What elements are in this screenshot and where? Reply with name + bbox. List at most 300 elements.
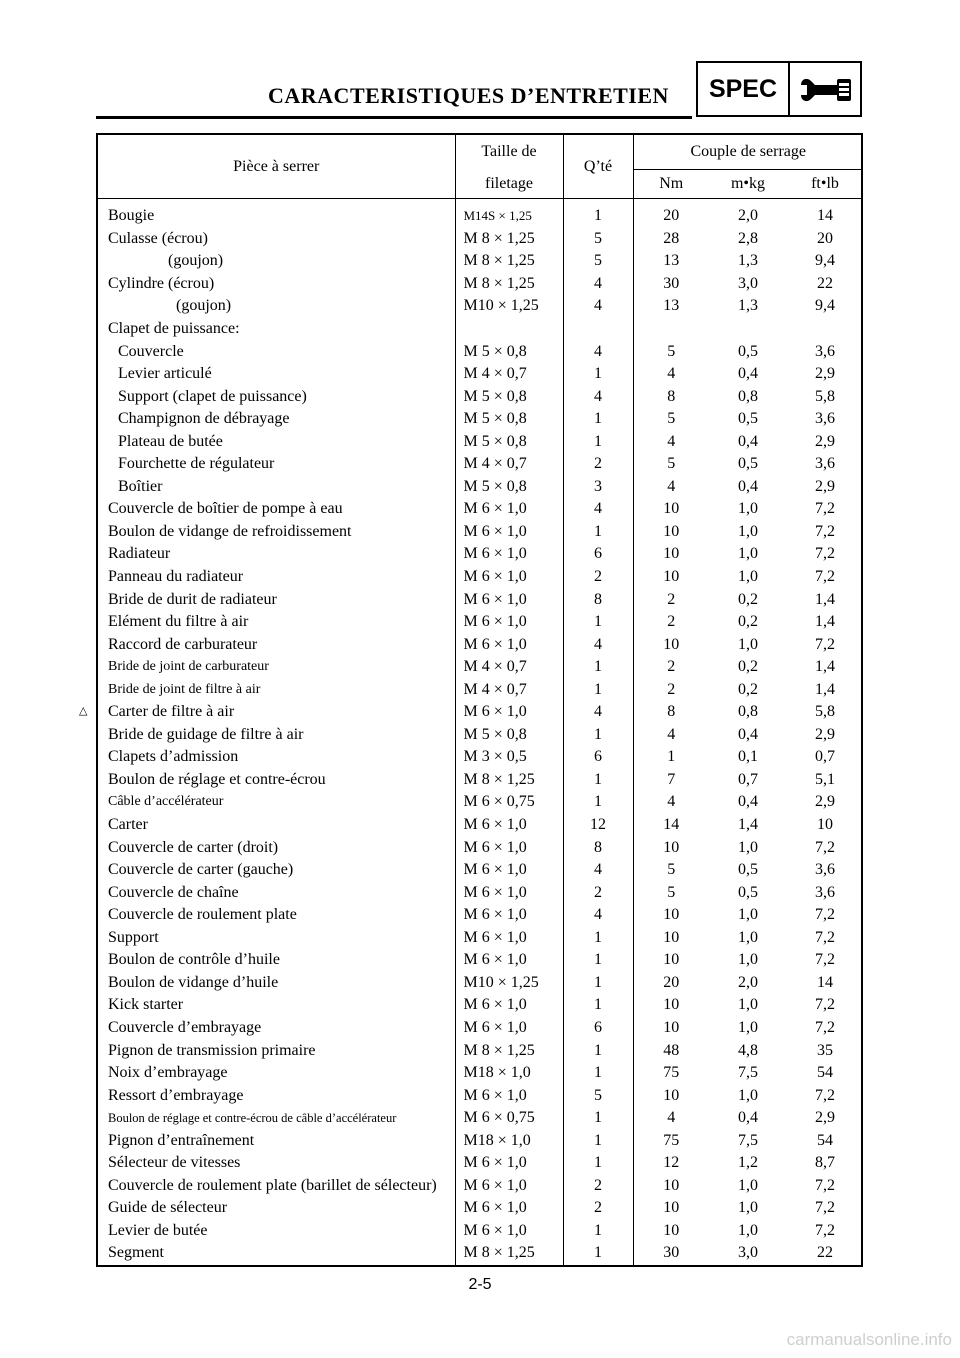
nm-cell: 5 <box>633 408 709 431</box>
part-cell: Carter de filtre à air <box>108 703 235 721</box>
ftlb-cell: 22 <box>817 274 833 292</box>
mkg-cell: 1,0 <box>738 1176 758 1194</box>
qty-cell: 1 <box>563 769 633 792</box>
qty-cell: 8 <box>563 588 633 611</box>
nm-cell: 12 <box>633 1152 709 1175</box>
table-row <box>98 318 863 341</box>
header-qty: Q’té <box>563 135 633 199</box>
mkg-cell: 0,2 <box>738 590 758 608</box>
thread-cell: M 8 × 1,25 <box>455 273 563 296</box>
thread-cell: M 6 × 0,75 <box>455 791 563 814</box>
qty-cell: 4 <box>563 701 633 724</box>
mkg-cell: 1,3 <box>738 252 758 270</box>
mkg-cell: 0,4 <box>738 725 758 743</box>
ftlb-cell: 20 <box>817 229 833 247</box>
part-cell: Couvercle d’embrayage <box>108 1018 262 1036</box>
qty-cell: 1 <box>563 363 633 386</box>
qty-cell: 5 <box>563 228 633 251</box>
qty-cell: 1 <box>563 791 633 814</box>
thread-cell: M18 × 1,0 <box>455 1129 563 1152</box>
nm-cell: 10 <box>633 927 709 950</box>
table-row <box>98 1039 863 1062</box>
qty-cell: 1 <box>563 972 633 995</box>
part-cell: Raccord de carburateur <box>108 635 258 653</box>
nm-cell: 13 <box>633 250 709 273</box>
thread-cell: M 8 × 1,25 <box>455 228 563 251</box>
table-row <box>98 408 863 431</box>
thread-cell: M 8 × 1,25 <box>455 250 563 273</box>
qty-cell: 1 <box>563 521 633 544</box>
header-thread-top: Taille de <box>455 135 563 170</box>
qty-cell: 4 <box>563 385 633 408</box>
nm-cell: 10 <box>633 498 709 521</box>
part-cell: Ressort d’embrayage <box>108 1086 244 1104</box>
ftlb-cell: 2,9 <box>815 477 835 495</box>
part-cell: Carter <box>108 816 148 834</box>
part-cell: Bride de durit de radiateur <box>108 590 277 608</box>
mkg-cell: 0,4 <box>738 477 758 495</box>
mkg-cell: 1,0 <box>738 1221 758 1239</box>
mkg-cell: 1,4 <box>738 816 758 834</box>
table-row <box>98 633 863 656</box>
ftlb-cell: 0,7 <box>815 748 835 766</box>
table-row <box>98 430 863 453</box>
qty-cell: 6 <box>563 1017 633 1040</box>
qty-cell: 1 <box>563 199 633 228</box>
table-row <box>98 972 863 995</box>
mkg-cell: 0,8 <box>738 703 758 721</box>
nm-cell: 7 <box>633 769 709 792</box>
table-row <box>98 476 863 499</box>
qty-cell: 2 <box>563 881 633 904</box>
nm-cell: 5 <box>633 881 709 904</box>
mkg-cell: 0,2 <box>738 680 758 698</box>
mkg-cell: 0,5 <box>738 861 758 879</box>
mkg-cell: 1,0 <box>738 996 758 1014</box>
part-cell: Elément du filtre à air <box>108 613 249 631</box>
table-row <box>98 385 863 408</box>
part-cell: (goujon) <box>168 252 224 270</box>
ftlb-cell: 5,8 <box>815 387 835 405</box>
ftlb-cell: 7,2 <box>815 996 835 1014</box>
part-cell: Levier articulé <box>118 365 212 383</box>
ftlb-cell: 7,2 <box>815 568 835 586</box>
part-cell: Panneau du radiateur <box>108 568 244 586</box>
mkg-cell: 2,8 <box>738 229 758 247</box>
ftlb-cell <box>787 318 863 341</box>
part-cell: Couvercle de boîtier de pompe à eau <box>108 500 343 518</box>
mkg-cell: 2,0 <box>738 207 758 225</box>
page-number: 2-5 <box>468 1276 492 1293</box>
qty-cell: 1 <box>563 1242 633 1265</box>
part-cell: Câble d’accélérateur <box>108 794 224 810</box>
qty-cell: 1 <box>563 1220 633 1243</box>
ftlb-cell: 1,4 <box>815 680 835 698</box>
table-row <box>98 1152 863 1175</box>
qty-cell: 1 <box>563 1152 633 1175</box>
table-row <box>98 814 863 837</box>
thread-cell: M 5 × 0,8 <box>455 408 563 431</box>
ftlb-cell: 54 <box>817 1064 833 1082</box>
thread-cell: M 6 × 1,0 <box>455 994 563 1017</box>
thread-cell <box>455 199 563 228</box>
thread-cell: M 8 × 1,25 <box>455 1242 563 1265</box>
table-row <box>98 498 863 521</box>
table-row <box>98 588 863 611</box>
mkg-cell: 0,5 <box>738 455 758 473</box>
ftlb-cell: 14 <box>817 973 833 991</box>
ftlb-cell: 9,4 <box>815 297 835 315</box>
nm-cell: 10 <box>633 566 709 589</box>
nm-cell: 10 <box>633 1084 709 1107</box>
thread-cell: M 6 × 1,0 <box>455 701 563 724</box>
part-cell: Fourchette de régulateur <box>118 455 275 473</box>
thread-cell: M 5 × 0,8 <box>455 430 563 453</box>
mkg-cell: 1,0 <box>738 545 758 563</box>
mkg-cell: 0,5 <box>738 342 758 360</box>
qty-cell: 4 <box>563 340 633 363</box>
nm-cell: 28 <box>633 228 709 251</box>
qty-cell: 1 <box>563 430 633 453</box>
ftlb-cell: 7,2 <box>815 928 835 946</box>
ftlb-cell: 1,4 <box>815 658 835 676</box>
thread-cell: M 4 × 0,7 <box>455 678 563 701</box>
nm-cell: 14 <box>633 814 709 837</box>
qty-cell: 1 <box>563 678 633 701</box>
mkg-cell: 0,7 <box>738 770 758 788</box>
mkg-cell: 0,5 <box>738 883 758 901</box>
part-cell: Champignon de débrayage <box>118 410 290 428</box>
table-row <box>98 250 863 273</box>
thread-cell: M 6 × 1,0 <box>455 949 563 972</box>
qty-cell: 5 <box>563 1084 633 1107</box>
ftlb-cell: 7,2 <box>815 635 835 653</box>
thread-cell: M 6 × 1,0 <box>455 1152 563 1175</box>
table-row <box>98 228 863 251</box>
table-row <box>98 1175 863 1198</box>
ftlb-cell: 3,6 <box>815 883 835 901</box>
table-row <box>98 1084 863 1107</box>
qty-cell: 4 <box>563 273 633 296</box>
ftlb-cell: 7,2 <box>815 500 835 518</box>
qty-cell: 1 <box>563 927 633 950</box>
table-row <box>98 927 863 950</box>
qty-cell: 4 <box>563 633 633 656</box>
mkg-cell: 0,4 <box>738 365 758 383</box>
ftlb-cell: 3,6 <box>815 410 835 428</box>
part-cell: Bougie <box>108 207 155 225</box>
table-row <box>98 949 863 972</box>
table-row <box>98 904 863 927</box>
thread-cell: M 6 × 1,0 <box>455 859 563 882</box>
nm-cell: 2 <box>633 611 709 634</box>
header-thread-bottom: filetage <box>455 170 563 199</box>
ftlb-cell: 2,9 <box>815 793 835 811</box>
thread-cell: M 5 × 0,8 <box>455 385 563 408</box>
ftlb-cell: 22 <box>817 1244 833 1262</box>
part-cell: Couvercle de chaîne <box>108 883 239 901</box>
thread-cell <box>455 318 563 341</box>
thread-cell: M 6 × 1,0 <box>455 588 563 611</box>
ftlb-cell: 7,2 <box>815 545 835 563</box>
part-cell: Boîtier <box>118 477 163 495</box>
thread-cell: M18 × 1,0 <box>455 1062 563 1085</box>
triangle-marker-icon: △ <box>79 705 88 717</box>
mkg-cell: 0,2 <box>738 658 758 676</box>
nm-cell: 4 <box>633 430 709 453</box>
nm-cell: 10 <box>633 633 709 656</box>
part-cell: Support <box>108 928 159 946</box>
ftlb-cell: 1,4 <box>815 590 835 608</box>
ftlb-cell: 2,9 <box>815 1109 835 1127</box>
table-row <box>98 791 863 814</box>
qty-cell: 2 <box>563 453 633 476</box>
nm-cell: 10 <box>633 836 709 859</box>
mkg-cell: 1,0 <box>738 838 758 856</box>
qty-cell: 2 <box>563 1197 633 1220</box>
thread-cell: M 6 × 1,0 <box>455 1084 563 1107</box>
thread-cell: M 4 × 0,7 <box>455 453 563 476</box>
qty-cell: 2 <box>563 566 633 589</box>
mkg-cell: 1,0 <box>738 500 758 518</box>
part-cell: Support (clapet de puissance) <box>118 387 307 405</box>
thread-cell: M 3 × 0,5 <box>455 746 563 769</box>
mkg-cell <box>709 318 787 341</box>
thread-cell: M10 × 1,25 <box>455 972 563 995</box>
table-row <box>98 656 863 679</box>
thread-cell: M 6 × 1,0 <box>455 566 563 589</box>
table-row <box>98 199 863 228</box>
nm-cell: 10 <box>633 1017 709 1040</box>
nm-cell: 4 <box>633 791 709 814</box>
qty-cell: 8 <box>563 836 633 859</box>
thread-cell: M 5 × 0,8 <box>455 476 563 499</box>
part-cell: (goujon) <box>176 297 232 315</box>
nm-cell: 2 <box>633 588 709 611</box>
mkg-cell: 1,0 <box>738 1086 758 1104</box>
qty-cell: 6 <box>563 543 633 566</box>
nm-cell: 20 <box>633 199 709 228</box>
thread-cell: M 6 × 1,0 <box>455 1175 563 1198</box>
nm-cell: 10 <box>633 543 709 566</box>
part-cell: Plateau de butée <box>118 432 223 450</box>
thread-cell: M 8 × 1,25 <box>455 1039 563 1062</box>
qty-cell: 2 <box>563 1175 633 1198</box>
nm-cell: 75 <box>633 1062 709 1085</box>
nm-cell: 10 <box>633 994 709 1017</box>
qty-cell: 1 <box>563 408 633 431</box>
thread-cell: M 6 × 1,0 <box>455 1197 563 1220</box>
qty-cell: 4 <box>563 498 633 521</box>
table-row <box>98 295 863 318</box>
ftlb-cell: 10 <box>817 816 833 834</box>
mkg-cell: 0,8 <box>738 387 758 405</box>
part-cell: Bride de joint de carburateur <box>108 659 269 675</box>
table-row <box>98 746 863 769</box>
mkg-cell: 1,0 <box>738 1018 758 1036</box>
nm-cell: 13 <box>633 295 709 318</box>
thread-cell: M 6 × 1,0 <box>455 814 563 837</box>
part-cell: Boulon de contrôle d’huile <box>108 951 280 969</box>
nm-cell: 10 <box>633 904 709 927</box>
thread-cell: M 6 × 1,0 <box>455 611 563 634</box>
thread-cell-text: M14S × 1,25 <box>463 208 532 224</box>
nm-cell: 10 <box>633 1197 709 1220</box>
nm-cell: 10 <box>633 1175 709 1198</box>
nm-cell: 10 <box>633 949 709 972</box>
table-row <box>98 566 863 589</box>
table-row <box>98 340 863 363</box>
part-cell: Cylindre (écrou) <box>108 274 215 292</box>
mkg-cell: 4,8 <box>738 1041 758 1059</box>
table-row <box>98 1107 863 1130</box>
nm-cell: 4 <box>633 1107 709 1130</box>
ftlb-cell: 5,1 <box>815 770 835 788</box>
nm-cell: 10 <box>633 1220 709 1243</box>
ftlb-cell: 2,9 <box>815 432 835 450</box>
qty-cell: 6 <box>563 746 633 769</box>
table-row <box>98 881 863 904</box>
ftlb-cell: 54 <box>817 1131 833 1149</box>
nm-cell: 48 <box>633 1039 709 1062</box>
mkg-cell: 1,2 <box>738 1154 758 1172</box>
ftlb-cell: 5,8 <box>815 703 835 721</box>
qty-cell: 1 <box>563 994 633 1017</box>
nm-cell <box>633 318 709 341</box>
table-row <box>98 521 863 544</box>
mkg-cell: 0,1 <box>738 748 758 766</box>
part-cell: Couvercle <box>118 342 184 360</box>
table-row <box>98 363 863 386</box>
table-row <box>98 769 863 792</box>
nm-cell: 8 <box>633 701 709 724</box>
qty-cell: 12 <box>563 814 633 837</box>
ftlb-cell: 1,4 <box>815 613 835 631</box>
table-row <box>98 1129 863 1152</box>
thread-cell: M 5 × 0,8 <box>455 724 563 747</box>
table-row <box>98 994 863 1017</box>
mkg-cell: 0,4 <box>738 793 758 811</box>
mkg-cell: 1,3 <box>738 297 758 315</box>
qty-cell: 4 <box>563 904 633 927</box>
nm-cell: 5 <box>633 340 709 363</box>
part-cell: Guide de sélecteur <box>108 1199 228 1217</box>
thread-cell: M 6 × 1,0 <box>455 633 563 656</box>
watermark: carmanualsonline.info <box>786 1330 952 1349</box>
mkg-cell: 0,5 <box>738 410 758 428</box>
part-cell: Boulon de vidange de refroidissement <box>108 522 352 540</box>
part-cell: Couvercle de roulement plate <box>108 906 297 924</box>
ftlb-cell: 2,9 <box>815 365 835 383</box>
header-nm: Nm <box>633 170 709 199</box>
nm-cell: 2 <box>633 656 709 679</box>
thread-cell: M 4 × 0,7 <box>455 363 563 386</box>
part-cell: Levier de butée <box>108 1221 208 1239</box>
ftlb-cell: 7,2 <box>815 951 835 969</box>
mkg-cell: 3,0 <box>738 274 758 292</box>
qty-cell: 1 <box>563 1129 633 1152</box>
nm-cell: 10 <box>633 521 709 544</box>
nm-cell: 4 <box>633 476 709 499</box>
part-cell: Sélecteur de vitesses <box>108 1154 241 1172</box>
mkg-cell: 1,0 <box>738 928 758 946</box>
ftlb-cell: 3,6 <box>815 861 835 879</box>
nm-cell: 75 <box>633 1129 709 1152</box>
nm-cell: 4 <box>633 724 709 747</box>
header-mkg: m•kg <box>709 170 787 199</box>
table-row <box>98 859 863 882</box>
qty-cell: 1 <box>563 611 633 634</box>
table-row <box>98 836 863 859</box>
ftlb-cell: 7,2 <box>815 1199 835 1217</box>
mkg-cell: 1,0 <box>738 951 758 969</box>
header-ftlb: ft•lb <box>787 170 863 199</box>
table-row <box>98 678 863 701</box>
part-cell: Segment <box>108 1244 164 1262</box>
qty-cell <box>563 318 633 341</box>
part-cell: Pignon de transmission primaire <box>108 1041 316 1059</box>
thread-cell: M 6 × 0,75 <box>455 1107 563 1130</box>
mkg-cell: 3,0 <box>738 1244 758 1262</box>
thread-cell: M 6 × 1,0 <box>455 1220 563 1243</box>
spec-label: SPEC <box>698 63 790 115</box>
mkg-cell: 7,5 <box>738 1064 758 1082</box>
nm-cell: 5 <box>633 453 709 476</box>
mkg-cell: 1,0 <box>738 1199 758 1217</box>
table-row <box>98 701 863 724</box>
qty-cell: 1 <box>563 656 633 679</box>
table-row <box>98 273 863 296</box>
part-cell: Couvercle de roulement plate (barillet de sélecteur) <box>108 1176 437 1194</box>
part-cell: Kick starter <box>108 996 184 1014</box>
header-part: Pièce à serrer <box>233 157 320 175</box>
mkg-cell: 2,0 <box>738 973 758 991</box>
thread-cell: M 6 × 1,0 <box>455 881 563 904</box>
ftlb-cell: 2,9 <box>815 725 835 743</box>
nm-cell: 1 <box>633 746 709 769</box>
part-cell: Radiateur <box>108 545 171 563</box>
nm-cell: 8 <box>633 385 709 408</box>
table-row <box>98 1017 863 1040</box>
ftlb-cell: 7,2 <box>815 522 835 540</box>
mkg-cell: 7,5 <box>738 1131 758 1149</box>
title-underline <box>96 116 692 119</box>
nm-cell: 20 <box>633 972 709 995</box>
mkg-cell: 1,0 <box>738 522 758 540</box>
nm-cell: 30 <box>633 273 709 296</box>
part-cell: Boulon de réglage et contre-écrou de câble d’accélérateur <box>108 1110 397 1125</box>
table-row <box>98 543 863 566</box>
thread-cell: M 6 × 1,0 <box>455 498 563 521</box>
qty-cell: 4 <box>563 859 633 882</box>
part-cell: Pignon d’entraînement <box>108 1131 255 1149</box>
mkg-cell: 1,0 <box>738 568 758 586</box>
mkg-cell: 1,0 <box>738 635 758 653</box>
ftlb-cell: 7,2 <box>815 1176 835 1194</box>
mkg-cell: 0,2 <box>738 613 758 631</box>
thread-cell: M 6 × 1,0 <box>455 543 563 566</box>
thread-cell: M 5 × 0,8 <box>455 340 563 363</box>
part-cell: Boulon de vidange d’huile <box>108 973 279 991</box>
table-row <box>98 611 863 634</box>
ftlb-cell: 9,4 <box>815 252 835 270</box>
spec-badge <box>696 61 862 117</box>
thread-cell: M10 × 1,25 <box>455 295 563 318</box>
qty-cell: 5 <box>563 250 633 273</box>
part-cell: Couvercle de carter (gauche) <box>108 861 294 879</box>
ftlb-cell: 7,2 <box>815 1221 835 1239</box>
nm-cell: 30 <box>633 1242 709 1265</box>
